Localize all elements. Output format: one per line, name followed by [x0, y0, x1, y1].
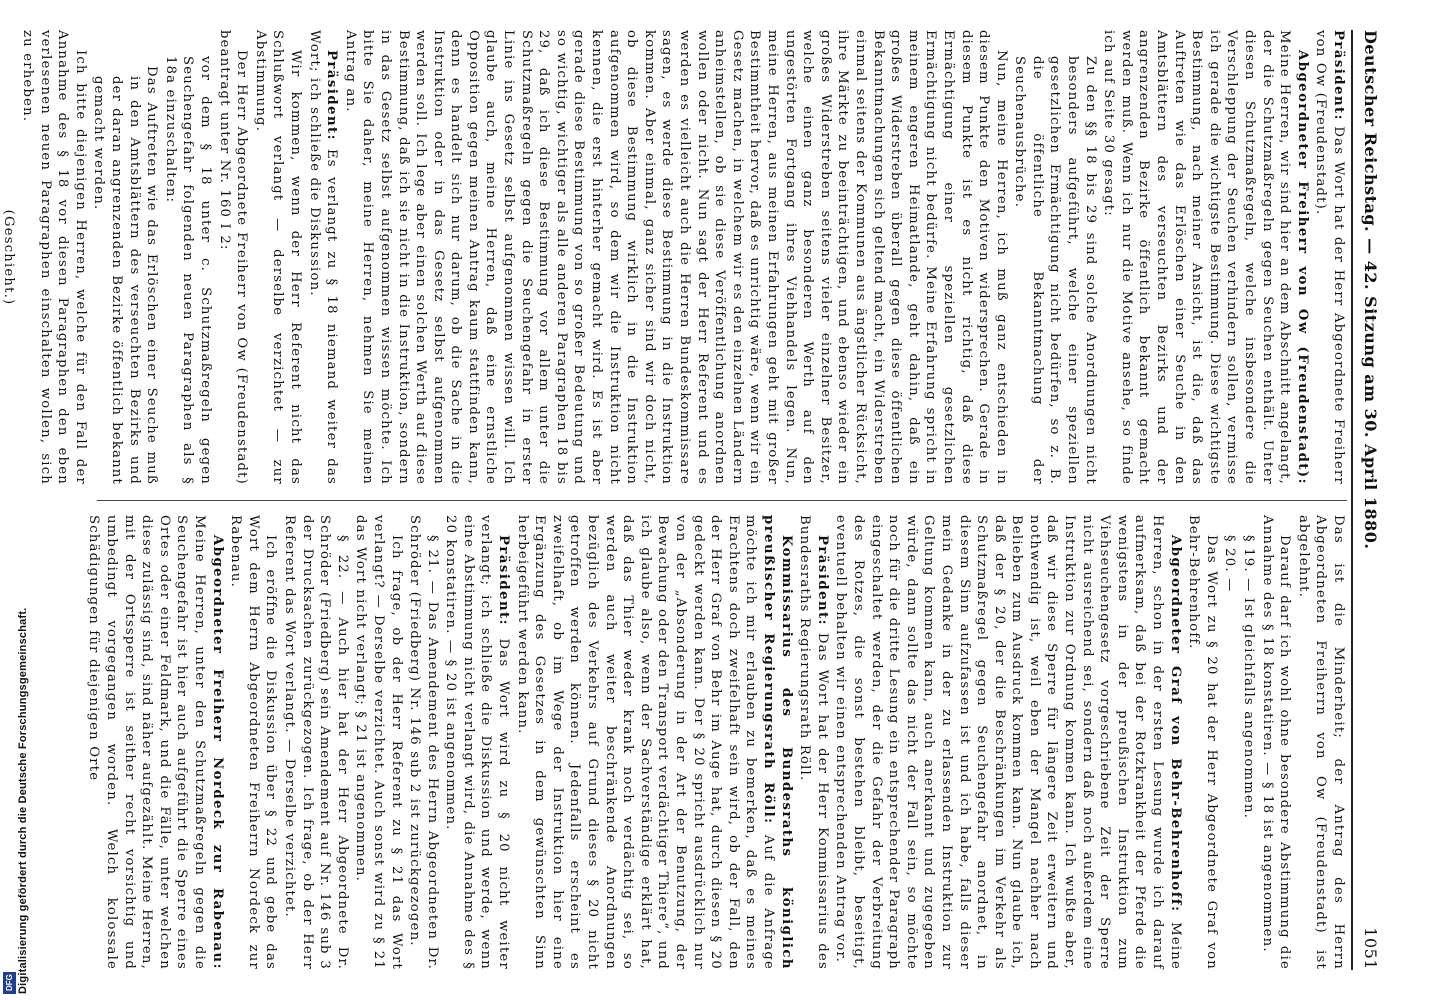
- paragraph-text: Der Herr Abgeordnete Freiherr von Ow (Freudenstadt) beantragt unter Nr. 160 I 2:: [216, 30, 250, 485]
- speaker-name: Präsident:: [496, 535, 512, 627]
- paragraph-text: Zu den §§ 18 bis 29 sind solche Anordnungen nicht besonders aufgeführt, welche einer speziellen gesetzlichen Ermächtigung nicht bedürfen, so z. B. die öffentliche Bekanntmachung der Seuchenausbrüche.: [1012, 56, 1098, 485]
- paragraph: [1312, 30, 1347, 485]
- speaker-name: Abgeordneter Graf von Behr-Behrenhoff:: [1167, 535, 1183, 913]
- paragraph-text: Es verlangt zu § 18 niemand weiter das Wort; ich schließe die Diskussion.: [306, 30, 340, 485]
- left-column: [1, 30, 1347, 485]
- dfg-logo: DFG: [3, 972, 16, 994]
- paragraph-text: Ich eröffne die Diskussion über § 22 und gebe das Wort dem Herrn Abgeordneten Freiherrn Nordeck zur Rabenau.: [228, 515, 279, 970]
- speaker-name: Abgeordneter Freiherr Nordeck zur Rabenau:: [209, 535, 225, 970]
- header-rule: [1351, 30, 1353, 970]
- paragraph: [1258, 515, 1293, 970]
- paragraph: [1294, 515, 1347, 970]
- paragraph-text: Das Wort hat der Herr Kommissarius des Bundesraths Regierungsrath Röll.: [797, 515, 830, 970]
- running-title: Deutscher Reichstag. — 42. Sitzung am 30. April 1880.: [1361, 30, 1381, 550]
- paragraph: [305, 30, 340, 485]
- paragraph-text: Meine Herren, schon in der ersten Lesung wurde ich darauf aufmerksam, daß bei der Rotzkrankheit der Pferde die wenigstens in der preußischen Instruktion zum Viehseuchengesetz vorgeschriebene Zeit der Sperre nicht ausreichend sei, sondern daß noch außerdem eine Instruktion zur Ordnung kommen kann. Ich wußte aber, daß wir diese Sperre für längere Zeit erweitern und nothwendig ist, weil eben der Mangel nachher nach Belieben zum Ausdruck kommen kann. Nun glaube ich, daß der § 20, der die Beschränkungen im Verkehr als Schutzmaßregel gegen Seuchengefahr anordnet, in diesem Sinn aufzufassen ist und ich habe, falls dieser mein Gedanke in der zu erlassenden Instruktion zur Geltung kommen kann, auch anerkannt und zugegeben würde, dann sollte das nicht der Fall sein, so möchte noch für die dritte Lesung ein entsprechender Paragraph eingeschaltet werden, der die Gefahr der Verbreitung des Rotzes, die sonst bestehen bleibt, beseitigt, eventuell behalten wir einen entsprechenden Antrag vor.: [833, 515, 1183, 970]
- paragraph-text: Nun, meine Herren, ich muß ganz entschieden in diesem Punkte den Motiven widersprechen. Gerade in diesem Punkte ist es nicht richtig, daß diese Ermächtigung einer speziellen gesetzlichen Ermächtigung nicht bedürfe. Meine Erfahrung spricht in meinem engeren Heimatlande, geht dahin, daß ein großes Widerstreben überall gegen diese öffentlichen Bekanntmachungen sich geltend macht, ein Widerstreben einmal seitens der Kommunen aus ängstlicher Rücksicht, ihre Märkte zu beeinträchtigen, und ebenso wieder ein großes Widerstreben seitens vieler einzelner Besitzer, welche einen ganz besonderen Werth auf den ungestörten Fortgang ihres Viehhandels legen. Nun, meine Herren, aus meinen Erfahrungen geht mit großer Bestimmtheit hervor, daß es unrichtig wäre, wenn wir ein Gesetz machen, in welchem wir es den einzelnen Ländern anheimstellen, ob sie diese Veröffentlichung anordnen wollen oder nicht. Nun sagt der Herr Referent und es werden es vielleicht auch die Herren Bundeskommissare sagen, es werde diese Bestimmung in die Instruktion kommen. Aber einmal, ganz sicher sind wir doch nicht, ob diese Bestimmung wirklich in die Instruktion aufgenommen wird, so dem wir die Instruktion nicht kennen, die erst hinterher gemacht wird. Es ist aber gerade diese Bestimmung von so großer Bedeutung und so wichtig, wichtiger als alle anderen Paragraphen 18 bis 29, daß ich diese Bestimmung vor allem unter die Schutzmaßregeln gegen die Seuchengefahr in erster Linie ins Gesetz selbst aufgenommen wissen will. Ich glaube auch, meine Herren, daß eine ernstliche Opposition gegen meinen Antrag kaum stattfinden kann, denn es handelt sich nur darum, ob die Sache in die Instruktion oder in das Gesetz selbst aufgenommen werden soll. Ich lege aber einen solchen Werth auf diese Bestimmung, daß ich sie nicht in die Instruktion, sondern in das Gesetz selbst aufgenommen wissen möchte. Ich bitte Sie daher, meine Herren, nehmen Sie meinen Antrag an.: [342, 30, 1009, 485]
- paragraph: [227, 515, 280, 970]
- speaker-name: Präsident:: [814, 535, 830, 627]
- paragraph: [352, 515, 405, 970]
- paragraph-text: § 20. —: [1222, 535, 1238, 593]
- paragraph: [251, 30, 304, 485]
- paragraph: [215, 30, 250, 485]
- right-column: [87, 515, 1347, 970]
- paragraph: [1100, 30, 1311, 485]
- funding-note: Digitalisierung gefördert durch die Deutsche Forschungsgemeinschaft.: [17, 607, 29, 994]
- paragraph-text: Das Wort zu § 20 hat der Herr Abgeordnete Graf von Behr-Behrenhoff.: [1186, 515, 1219, 970]
- paragraph: [832, 515, 1184, 970]
- paragraph-text: Wir kommen, wenn der Herr Referent nicht das Schlußwort verlangt — derselbe verzichtet — zur Abstimmung.: [252, 30, 303, 485]
- paragraph-text: (Geschieht.): [1, 209, 17, 306]
- page-number: 1051: [1361, 927, 1381, 970]
- paragraph: [90, 30, 160, 485]
- paragraph: [18, 30, 88, 485]
- paragraph: [161, 30, 214, 485]
- paragraph-text: Das ist die Minderheit; der Antrag des Herrn Abgeordneten Freiherrn von Ow (Freudenstadt) ist abgelehnt.: [1295, 515, 1346, 970]
- speaker-name: Kommissarius des Bundesraths königlich preußischer Regierungsrath Röll:: [761, 515, 794, 970]
- speaker-name: Präsident:: [324, 50, 340, 142]
- paragraph-text: Das Wort hat der Herr Abgeordnete Freiherr von Ow (Freudenstadt).: [1313, 30, 1346, 485]
- paragraph: [1221, 515, 1239, 970]
- paragraph-text: Ich bitte diejenigen Herren, welche für den Fall der Annahme des § 18 vor diesen Paragraphen den eben verlesenen neuen Paragraphen einschalten wollen, sich zu erheben.: [20, 30, 88, 485]
- paragraph: [1239, 515, 1257, 970]
- speaker-name: Präsident:: [1331, 30, 1346, 122]
- paragraph-text: Das Wort wird zu § 20 nicht weiter verlangt; ich schließe die Diskussion und werde, wenn eine Abstimmung nicht verlangt wird, die Annahme des § 20 konstatiren. — § 20 ist angenommen.: [443, 515, 512, 970]
- page-header: [1357, 30, 1385, 970]
- paragraph: [442, 515, 512, 970]
- speaker-name: Abgeordneter Freiherr von Ow (Freudenstadt):: [1294, 50, 1310, 485]
- paragraph: [280, 515, 350, 970]
- paragraph-text: Das Auftreten wie das Erlöschen einer Seuche muß in den Amtsblättern des verseuchten Bezirks und der daran angrenzenden Bezirke öffentlich bekannt gemacht werden.: [91, 66, 160, 485]
- paragraph-text: vor dem § 18 unter c. Schutzmaßregeln gegen Seuchengefahr folgenden neuen Paragraphen als § 18a einzuschalten:: [162, 56, 213, 485]
- paragraph: [85, 515, 226, 970]
- paragraph-text: § 19. — Ist gleichfalls angenommen.: [1241, 535, 1257, 820]
- paragraph: [796, 515, 831, 970]
- paragraph: [406, 515, 441, 970]
- paragraph: [513, 515, 795, 970]
- paragraph-text: § 21. — Das Amendement des Herrn Abgeordneten Dr. Schröder (Friedberg) Nr. 146 sub 2 ist zurückgezogen.: [407, 515, 440, 970]
- paragraph-text: Meine Herren, wir sind hier an dem Abschnitt angelangt, der die Schutzmaßregeln gegen Seuchen enthält. Unter diesen Schutzmaßregeln, welche insbesondere die Verschleppung der Seuchen verhindern sollen, vermisse ich gerade die wichtigste Bestimmung. Diese wichtigste Bestimmung, nach meiner Ansicht, ist die, daß das Auftreten wie das Erlöschen einer Seuche in den Amtsblättern des verseuchten Bezirks und der angrenzenden Bezirke öffentlich bekannt gemacht werden muß. Wenn ich nur die Motive ansehe, so finde ich auf Seite 30 gesagt:: [1101, 30, 1293, 485]
- column-divider: [97, 500, 1347, 501]
- paragraph-text: Auf die Anfrage möchte ich mir erlauben zu bemerken, daß es meines Erachtens doch zweifelhaft sein wird, ob der Fall, den der Herr Graf von Behr im Auge hat, durch diesen § 20 gedeckt werden kann. Der § 20 spricht ausdrücklich nur von der „Absonderung in der Art der Benutzung, der Bewachung oder den Transport verdächtiger Thiere“, und ich glaube also, wenn der Sachverständige erklärt hat, daß das Thier weder krank noch verdächtig sei, so werden auch weiter beschränkende Anordnungen bezüglich des Verkehrs auf Grund dieses § 20 nicht getroffen werden können. Jedenfalls erscheint es zweifelhaft, ob im Wege der Instruktion hier eine Ergänzung des Gesetzes in dem gewünschten Sinn herbeigeführt werden kann.: [514, 515, 776, 970]
- paragraph-text: Ich frage, ob der Herr Referent zu § 21 das Wort verlangt? — Derselbe verzichtet. Auch sonst wird zu § 21 das Wort nicht verlangt; § 21 ist angenommen.: [353, 515, 404, 970]
- paragraph-text: Darauf darf ich wohl ohne besondere Abstimmung die Annahme des § 18 konstatiren. — § 18 ist angenommen.: [1259, 515, 1293, 970]
- paragraph: [1011, 30, 1099, 485]
- paragraph: [341, 30, 1010, 485]
- paragraph-text: § 22. — Auch hier hat der Herr Abgeordnete Dr. Schröder (Friedberg) sein Amendement auf Nr. 146 sub 3 der Drucksachen zurückgezogen. Ich frage, ob der Herr Referent das Wort verlangt. — Derselbe verzichtet.: [281, 515, 350, 970]
- digitization-footer: [0, 0, 29, 1000]
- paragraph: [1185, 515, 1220, 970]
- paragraph-text: Meine Herren, unter den Schutzmaßregeln gegen die Seuchengefahr ist hier auch aufgeführt die Sperre eines Ortes oder einer Feldmark, und die Fälle, unter welchen diese zulässig sind, sind näher aufgezählt. Meine Herren, mit der Ortssperre ist seither recht vorsichtig und umbedingt vorgegangen worden. Welch kolossale Schädigungen für diejenigen Orte: [86, 515, 207, 970]
